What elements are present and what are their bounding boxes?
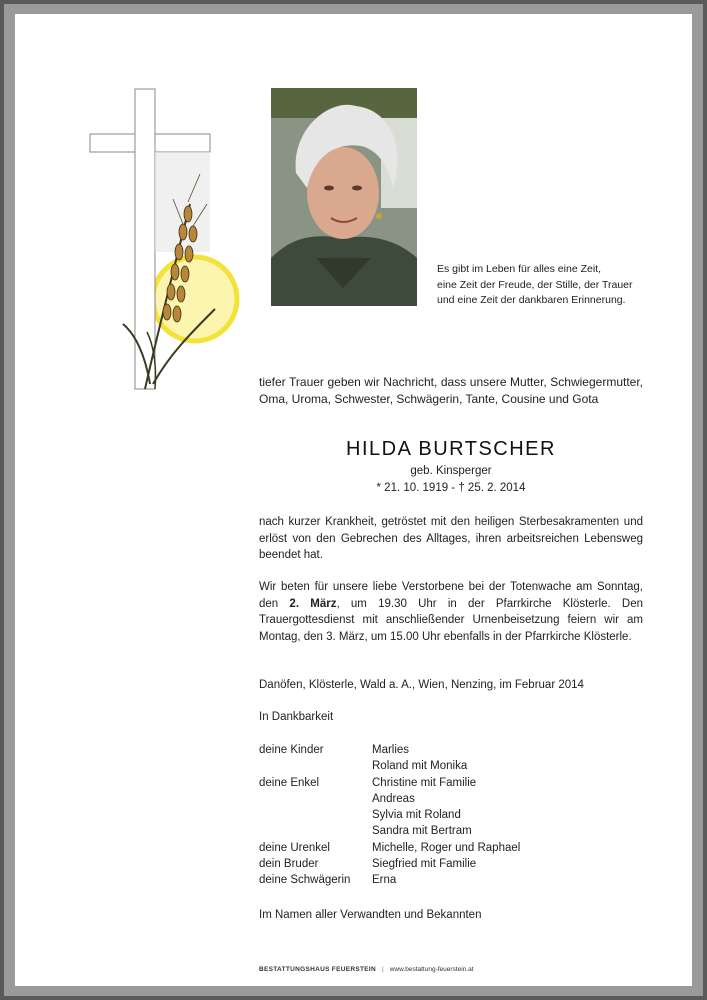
cross-wheat-artwork — [75, 84, 265, 414]
service-paragraph — [259, 579, 643, 645]
verse — [437, 262, 667, 309]
life-dates: * 21. 10. 1919 - † 25. 2. 2014 — [376, 482, 526, 494]
family-relation: deine Kinder — [259, 744, 324, 756]
passing-paragraph: nach kurzer Krankheit, getröstet mit den heiligen Sterbesakramenten und erlöst von den Gebrechen des Alltages, ihren arbeitsreichen Lebensweg beendet hat. — [259, 516, 643, 561]
family-row — [259, 840, 643, 856]
family-relation: deine Schwägerin — [259, 874, 351, 887]
footer — [259, 966, 474, 973]
deceased-name: HILDA BURTSCHER — [346, 438, 556, 460]
footer-separator: | — [381, 966, 384, 973]
family-row — [259, 872, 643, 888]
in-thanks: In Dankbarkeit — [259, 711, 334, 723]
verse-line: und eine Zeit der dankbaren Erinnerung. — [437, 294, 626, 306]
family-member: Andreas — [372, 792, 415, 805]
family-member: Marlies — [372, 744, 410, 756]
page-frame — [4, 4, 703, 996]
family-member: Michelle, Roger und Raphael — [372, 841, 521, 854]
family-list — [259, 742, 643, 889]
service-text-part2: , um 19.30 Uhr in der Pfarrkirche Klösterle. Den Trauergottesdienst mit anschließender Urnenbeisetzung feiern wir am Montag, den 3. März, um 15.00 Uhr ebenfalls in der Pfarrkirche Klösterle. — [259, 597, 643, 643]
funeral-home-name: BESTATTUNGSHAUS FEUERSTEIN — [259, 966, 376, 973]
family-relation: dein Bruder — [259, 858, 319, 871]
verse-line: eine Zeit der Freude, der Stille, der Trauer — [437, 278, 633, 291]
service-text-part1: Wir beten für unsere liebe Verstorbene bei der Totenwache am Sonntag, den — [259, 581, 643, 610]
places-date: Danöfen, Klösterle, Wald a. A., Wien, Nenzing, im Februar 2014 — [259, 679, 584, 691]
family-member: Roland mit Monika — [372, 760, 468, 773]
family-row — [259, 856, 643, 872]
funeral-home-url[interactable]: www.bestattung-feuerstein.at — [389, 966, 474, 973]
announcement-intro: tiefer Trauer geben wir Nachricht, dass unsere Mutter, Schwiegermutter, Oma, Uroma, Schwester, Schwägerin, Tante, Cousine und Gota — [259, 375, 643, 406]
family-member: Christine mit Familie — [372, 776, 477, 789]
obituary-page — [15, 14, 692, 986]
family-member: Siegfried mit Familie — [372, 858, 477, 871]
closing-line: Im Namen aller Verwandten und Bekannten — [259, 909, 482, 921]
vigil-date: 2. März — [289, 597, 337, 610]
family-member: Erna — [372, 874, 397, 887]
portrait-photo — [271, 88, 417, 306]
verse-line: Es gibt im Leben für alles eine Zeit, — [437, 263, 602, 275]
family-relation: deine Enkel — [259, 776, 320, 789]
family-row — [259, 775, 643, 840]
family-member: Sandra mit Bertram — [372, 825, 472, 838]
family-row — [259, 742, 643, 775]
family-member: Sylvia mit Roland — [372, 809, 461, 822]
birth-name: geb. Kinsperger — [410, 465, 492, 477]
family-relation: deine Urenkel — [259, 841, 330, 854]
